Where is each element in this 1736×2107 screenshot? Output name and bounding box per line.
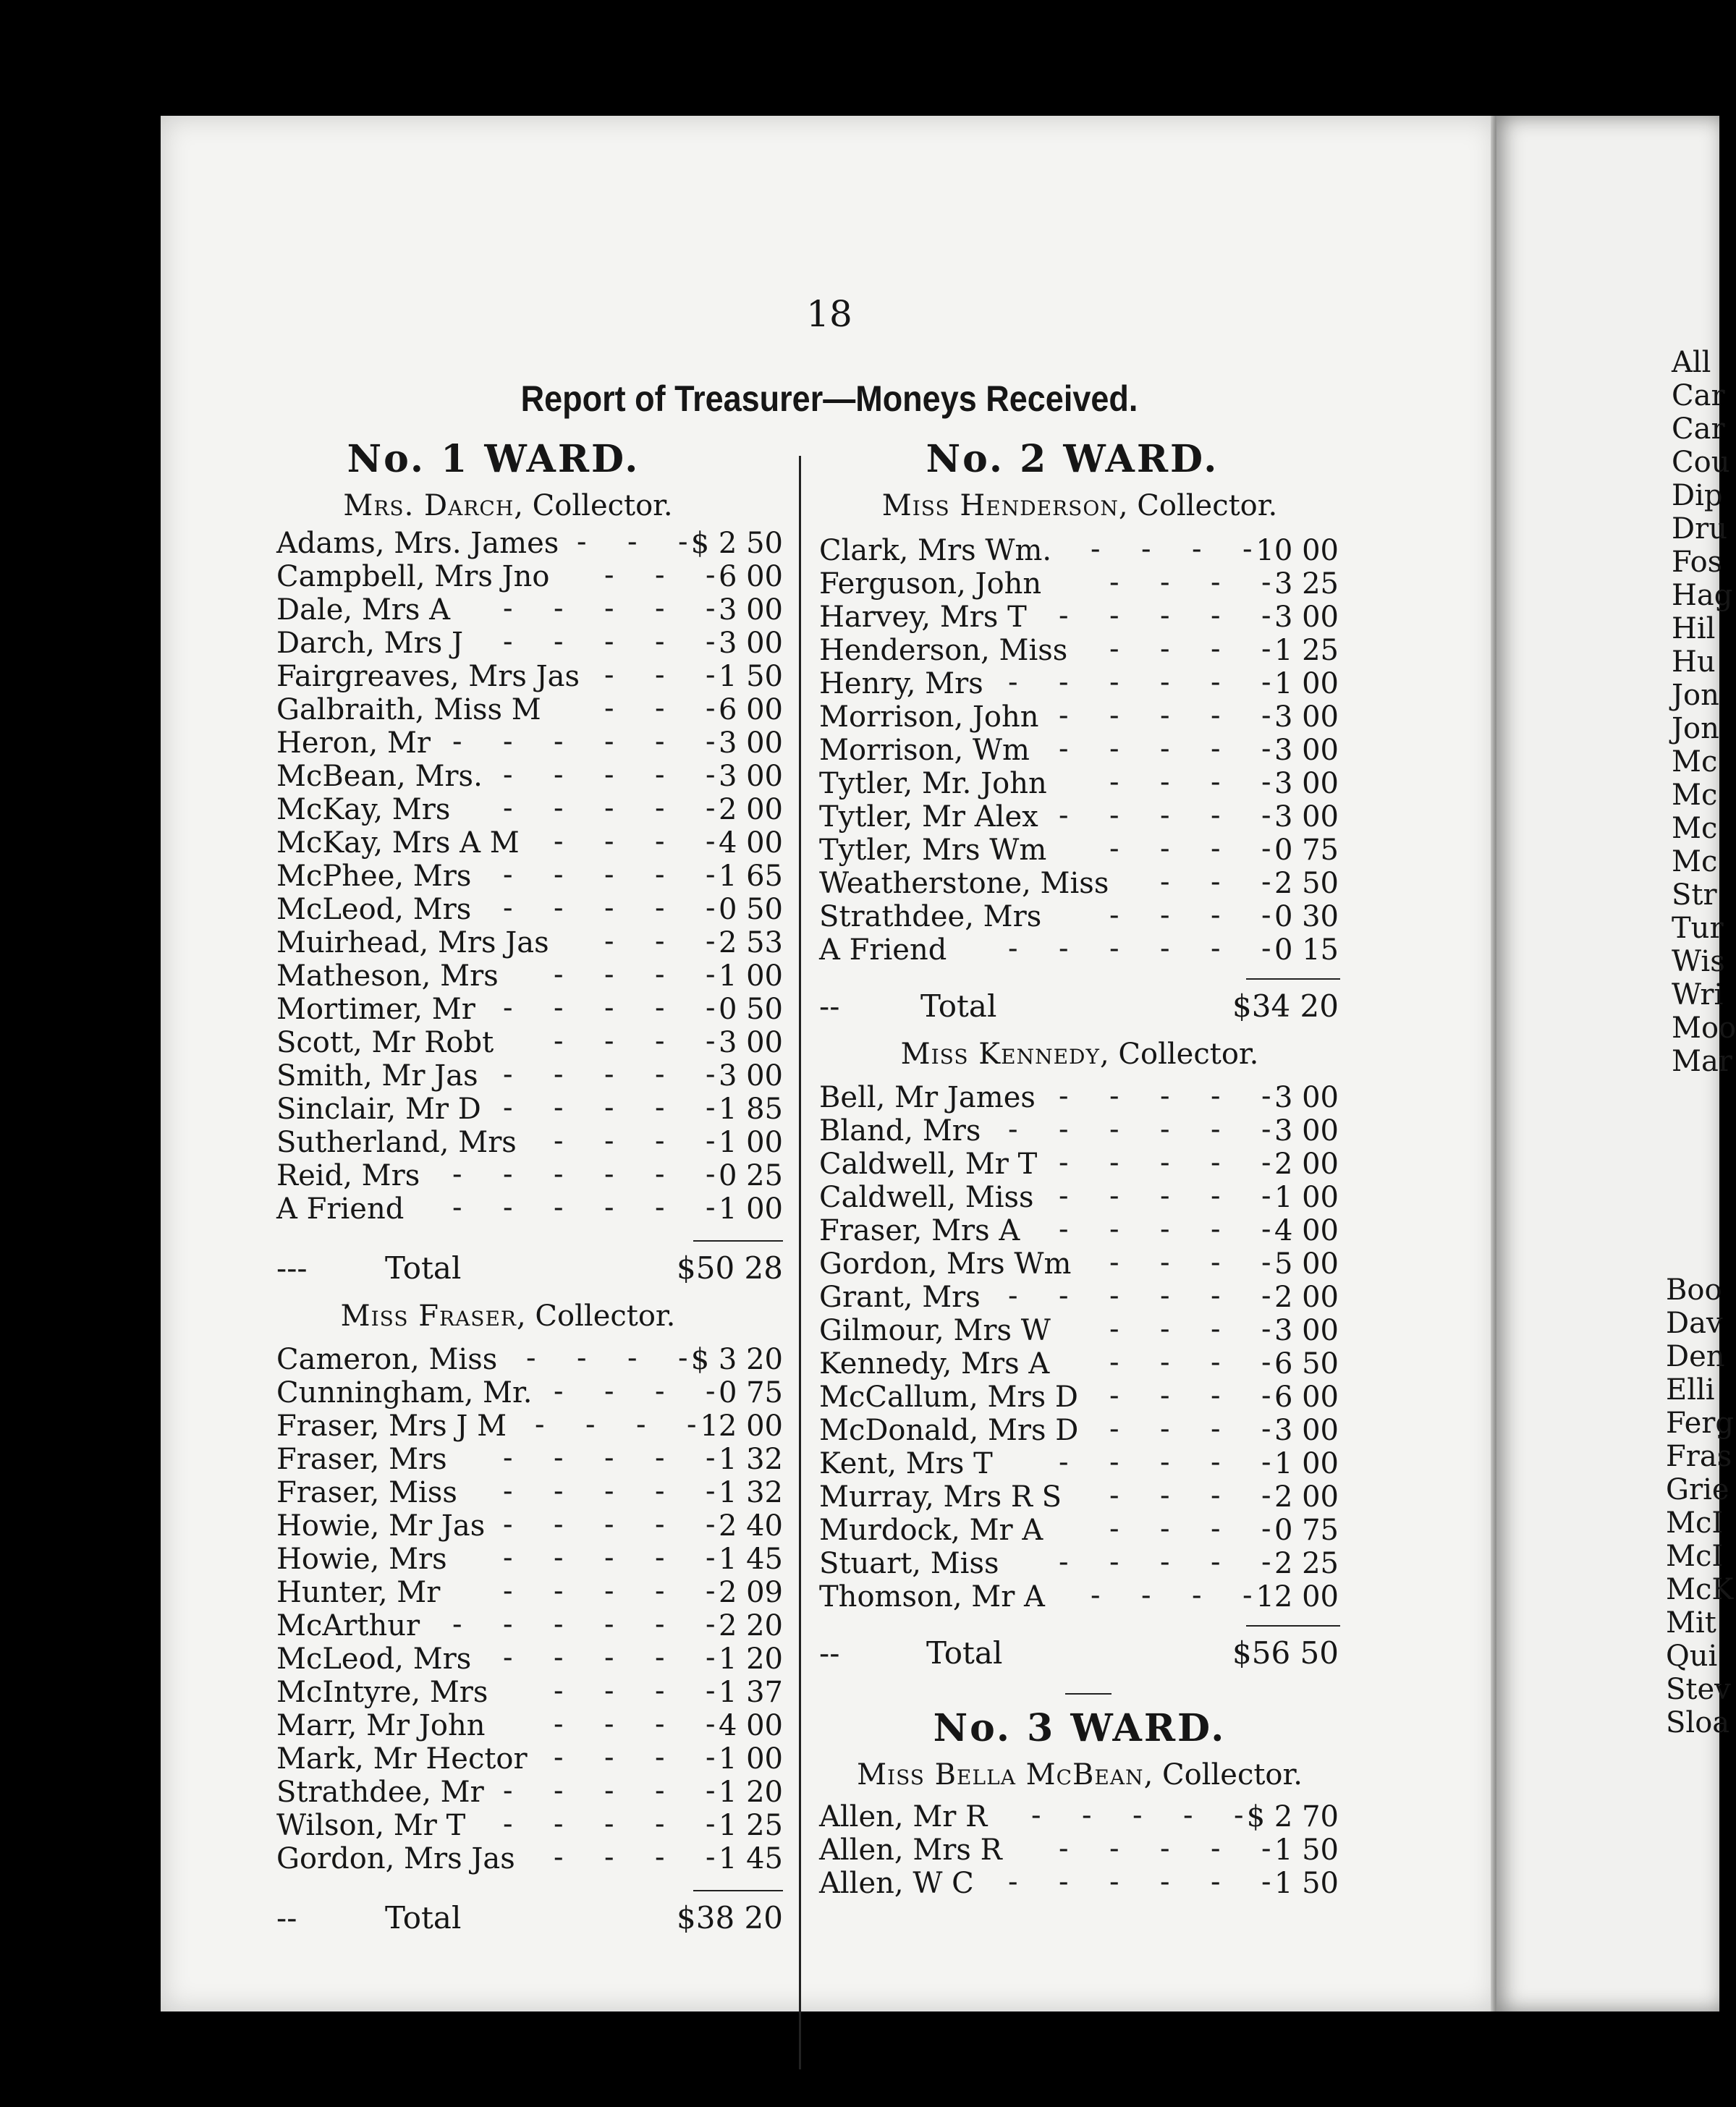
collector-name: Miss Fraser: [340, 1300, 517, 1333]
entry-row: Allen, W C - - - - - - 1 50: [819, 1865, 1339, 1900]
entry-row: McPhee, Mrs - - - - - 1 65: [276, 858, 783, 893]
entry-row: Murdock, Mr A - - - - 0 75: [819, 1512, 1339, 1547]
total-label: Total: [385, 1250, 462, 1286]
entry-name: Sinclair, Mr D: [276, 1093, 481, 1126]
entry-row: A Friend - - - - - - 1 00: [276, 1191, 783, 1226]
entry-name: Bell, Mr James: [819, 1081, 1036, 1114]
entry-row: Sinclair, Mr D - - - - - 1 85: [276, 1091, 783, 1126]
entry-amount: 1 00: [1274, 667, 1339, 700]
collector-suffix: , Collector.: [1143, 1758, 1303, 1792]
entry-name: Stuart, Miss: [819, 1547, 999, 1580]
entry-amount: 1 85: [718, 1093, 783, 1126]
collector-suffix: , Collector.: [514, 489, 673, 522]
entry-amount: 2 00: [718, 793, 783, 826]
entry-row: Reid, Mrs - - - - - - 0 25: [276, 1158, 783, 1192]
entry-amount: 3 00: [718, 593, 783, 627]
total-amount: $34 20: [1232, 988, 1339, 1024]
entry-name: Fraser, Miss: [276, 1476, 457, 1509]
entry-amount: 0 75: [1274, 1514, 1339, 1547]
entry-name: Howie, Mrs: [276, 1543, 447, 1576]
entry-row: McLeod, Mrs - - - - - 0 50: [276, 891, 783, 926]
entry-name: Allen, W C: [819, 1867, 974, 1900]
ward1-collector-b: [276, 1295, 740, 1337]
entry-amount: 0 30: [1274, 900, 1339, 933]
ward2-heading: No. 2 WARD.: [926, 437, 1219, 481]
entry-row: Cameron, Miss - - - - $ 3 20: [276, 1341, 783, 1376]
entry-amount: 2 40: [718, 1509, 783, 1543]
facing-entry: Grie: [1666, 1473, 1729, 1506]
entry-row: McArthur - - - - - - 2 20: [276, 1608, 783, 1642]
facing-entry: Qui: [1666, 1640, 1718, 1673]
entry-amount: 1 45: [718, 1543, 783, 1576]
entry-amount: 3 00: [1274, 601, 1339, 634]
entry-name: Henderson, Miss: [819, 634, 1068, 667]
entry-amount: 2 00: [1274, 1281, 1339, 1314]
entry-row: Gilmour, Mrs W - - - - 3 00: [819, 1313, 1339, 1347]
entry-name: McPhee, Mrs: [276, 860, 472, 893]
entry-amount: 2 50: [1274, 867, 1339, 900]
facing-entry: Hag: [1672, 579, 1733, 612]
entry-amount: 3 00: [1274, 734, 1339, 767]
entry-amount: 1 25: [718, 1809, 783, 1842]
facing-entry: Mar: [1672, 1045, 1732, 1078]
facing-entry: Jon: [1672, 712, 1719, 745]
entry-row: Fraser, Mrs J M - - - - 12 00: [276, 1408, 783, 1443]
entry-row: Wilson, Mr T - - - - - 1 25: [276, 1807, 783, 1842]
document-page: [161, 116, 1498, 2011]
entry-row: Scott, Mr Robt - - - - 3 00: [276, 1025, 783, 1059]
collector-suffix: , Collector.: [517, 1300, 676, 1333]
facing-entry: Car: [1672, 412, 1725, 446]
page-title: Report of Treasurer—Moneys Received.: [520, 378, 1138, 419]
entry-row: McDonald, Mrs D - - - - 3 00: [819, 1412, 1339, 1447]
entry-amount: 6 00: [1274, 1381, 1339, 1414]
entry-name: Cunningham, Mr.: [276, 1376, 533, 1409]
facing-entry: McI: [1666, 1506, 1724, 1540]
entry-name: Morrison, Wm: [819, 734, 1030, 767]
facing-entry: Sloa: [1666, 1706, 1730, 1739]
facing-entry: All: [1672, 346, 1711, 379]
entry-amount: 4 00: [1274, 1214, 1339, 1247]
entry-name: Mortimer, Mr: [276, 993, 475, 1026]
entry-amount: 1 00: [1274, 1181, 1339, 1214]
entry-row: Caldwell, Mr T - - - - - 2 00: [819, 1146, 1339, 1181]
entry-row: Henry, Mrs - - - - - - 1 00: [819, 666, 1339, 700]
entry-row: Allen, Mrs R - - - - - 1 50: [819, 1832, 1339, 1867]
entry-amount: 0 75: [1274, 834, 1339, 867]
entry-row: McBean, Mrs. - - - - - 3 00: [276, 758, 783, 793]
entry-amount: 1 32: [718, 1443, 783, 1476]
ward2-collector-a: [819, 485, 1340, 527]
entry-name: Gordon, Mrs Wm: [819, 1247, 1072, 1281]
entry-name: Muirhead, Mrs Jas: [276, 926, 549, 959]
entry-row: McKay, Mrs - - - - - 2 00: [276, 792, 783, 826]
entry-row: Murray, Mrs R S - - - - 2 00: [819, 1479, 1339, 1514]
entry-row: Harvey, Mrs T - - - - - 3 00: [819, 599, 1339, 634]
ward2-b-entries: [819, 1081, 1339, 1614]
facing-entry: Mc: [1672, 745, 1718, 779]
entry-row: Cunningham, Mr. - - - - 0 75: [276, 1375, 783, 1409]
entry-name: Allen, Mr R: [819, 1800, 988, 1833]
entry-name: A Friend: [819, 933, 947, 967]
ward2-b-total: [819, 1627, 1339, 1680]
entry-row: Fairgreaves, Mrs Jas - - - 1 50: [276, 658, 783, 693]
entry-row: Gordon, Mrs Wm - - - - 5 00: [819, 1246, 1339, 1281]
entry-amount: 3 00: [718, 1059, 783, 1093]
entry-row: Morrison, John - - - - - 3 00: [819, 699, 1339, 734]
facing-entry: McK: [1666, 1573, 1734, 1606]
entry-amount: 3 00: [718, 760, 783, 793]
entry-amount: 4 00: [718, 826, 783, 860]
entry-amount: 2 25: [1274, 1547, 1339, 1580]
ward1-a-total: [276, 1242, 783, 1295]
entry-name: Grant, Mrs: [819, 1281, 981, 1314]
entry-row: Allen, Mr R - - - - - $ 2 70: [819, 1799, 1339, 1833]
facing-entry: Dip: [1672, 479, 1723, 512]
entry-amount: 1 20: [718, 1776, 783, 1809]
entry-amount: 1 50: [1274, 1833, 1339, 1867]
entry-row: Clark, Mrs Wm. - - - - 10 00: [819, 533, 1339, 567]
entry-amount: 5 00: [1274, 1247, 1339, 1281]
entry-row: Gordon, Mrs Jas - - - - 1 45: [276, 1841, 783, 1875]
entry-amount: 3 00: [1274, 1314, 1339, 1347]
ward1-b-total: [276, 1891, 783, 1945]
entry-row: A Friend - - - - - - 0 15: [819, 932, 1339, 967]
entry-row: Galbraith, Miss M - - - 6 00: [276, 692, 783, 726]
entry-amount: $ 2 70: [1246, 1800, 1339, 1833]
entry-amount: 1 45: [718, 1842, 783, 1875]
facing-entry: Ferg: [1666, 1407, 1734, 1440]
facing-entry: McI: [1666, 1540, 1724, 1573]
entry-row: Marr, Mr John - - - - 4 00: [276, 1708, 783, 1742]
collector-name: Miss Kennedy: [900, 1038, 1100, 1071]
entry-amount: 0 25: [718, 1159, 783, 1192]
entry-row: McKay, Mrs A M - - - - 4 00: [276, 825, 783, 860]
entry-name: McLeod, Mrs: [276, 893, 472, 926]
ward1-b-entries: [276, 1343, 783, 1875]
entry-amount: $ 3 20: [690, 1343, 783, 1376]
entry-row: Morrison, Wm - - - - - 3 00: [819, 732, 1339, 767]
entry-amount: 6 50: [1274, 1347, 1339, 1381]
entry-name: Henry, Mrs: [819, 667, 983, 700]
entry-amount: 6 00: [718, 560, 783, 593]
entry-name: Matheson, Mrs: [276, 959, 499, 993]
entry-row: Sutherland, Mrs - - - - 1 00: [276, 1124, 783, 1159]
facing-entry: Mc: [1672, 779, 1718, 812]
entry-name: McKay, Mrs: [276, 793, 451, 826]
entry-name: Gordon, Mrs Jas: [276, 1842, 515, 1875]
entry-name: Heron, Mr: [276, 726, 431, 760]
total-dashes: --: [276, 1900, 297, 1936]
entry-name: McCallum, Mrs D: [819, 1381, 1078, 1414]
entry-row: Henderson, Miss - - - - 1 25: [819, 632, 1339, 667]
entry-amount: $ 2 50: [690, 527, 783, 560]
facing-entry: Fos: [1672, 546, 1723, 579]
facing-entry: Str: [1672, 878, 1717, 912]
facing-entry: Tur: [1672, 912, 1724, 945]
entry-amount: 1 00: [718, 1126, 783, 1159]
entry-name: A Friend: [276, 1192, 405, 1226]
entry-row: Strathdee, Mr - - - - - 1 20: [276, 1774, 783, 1809]
facing-entry: Hil: [1672, 612, 1716, 645]
total-dashes: --: [819, 1635, 840, 1671]
entry-name: McBean, Mrs.: [276, 760, 483, 793]
ward2-column: [819, 434, 1499, 1900]
entry-name: Strathdee, Mr: [276, 1776, 484, 1809]
entry-name: Fraser, Mrs: [276, 1443, 447, 1476]
entry-name: Mark, Mr Hector: [276, 1742, 528, 1776]
entry-amount: 4 00: [718, 1709, 783, 1742]
collector-name: Miss Bella McBean: [857, 1758, 1144, 1792]
entry-name: McIntyre, Mrs: [276, 1676, 488, 1709]
entry-row: Tytler, Mrs Wm - - - - 0 75: [819, 832, 1339, 867]
entry-amount: 1 00: [1274, 1447, 1339, 1480]
facing-entry: Wri: [1672, 978, 1724, 1012]
entry-name: Ferguson, John: [819, 567, 1042, 601]
entry-name: Thomson, Mr A: [819, 1580, 1045, 1614]
entry-name: Cameron, Miss: [276, 1343, 498, 1376]
entry-name: Bland, Mrs: [819, 1114, 981, 1148]
entry-amount: 1 25: [1274, 634, 1339, 667]
facing-entry: Wis: [1672, 945, 1725, 978]
entry-name: Campbell, Mrs Jno: [276, 560, 550, 593]
entry-name: Kent, Mrs T: [819, 1447, 993, 1480]
entry-name: Murray, Mrs R S: [819, 1480, 1062, 1514]
entry-name: Gilmour, Mrs W: [819, 1314, 1051, 1347]
ward1-heading: No. 1 WARD.: [347, 437, 640, 481]
entry-name: Fraser, Mrs J M: [276, 1409, 507, 1443]
facing-entry: Car: [1672, 379, 1725, 412]
total-dashes: ---: [276, 1250, 308, 1286]
entry-name: McLeod, Mrs: [276, 1642, 472, 1676]
facing-entry: Moo: [1672, 1012, 1736, 1045]
ward3-collector-a: [819, 1754, 1340, 1796]
ward1-collector-a: [276, 485, 740, 527]
entry-name: Smith, Mr Jas: [276, 1059, 478, 1093]
facing-entry: Den: [1666, 1340, 1725, 1373]
entry-name: McKay, Mrs A M: [276, 826, 520, 860]
entry-name: Wilson, Mr T: [276, 1809, 466, 1842]
entry-row: Mark, Mr Hector - - - - 1 00: [276, 1741, 783, 1776]
entry-row: Grant, Mrs - - - - - - 2 00: [819, 1279, 1339, 1314]
entry-amount: 2 53: [718, 926, 783, 959]
entry-row: Strathdee, Mrs - - - - 0 30: [819, 899, 1339, 933]
entry-amount: 3 00: [1274, 767, 1339, 800]
total-amount: $38 20: [677, 1900, 783, 1936]
entry-name: Allen, Mrs R: [819, 1833, 1002, 1867]
entry-amount: 0 75: [718, 1376, 783, 1409]
entry-amount: 3 00: [1274, 1114, 1339, 1148]
entry-amount: 1 50: [718, 660, 783, 693]
entry-amount: 3 00: [718, 726, 783, 760]
entry-name: Sutherland, Mrs: [276, 1126, 517, 1159]
section-rule: [1065, 1693, 1112, 1695]
entry-row: Ferguson, John - - - - 3 25: [819, 566, 1339, 601]
entry-name: Adams, Mrs. James: [276, 527, 559, 560]
entry-row: Muirhead, Mrs Jas - - - 2 53: [276, 925, 783, 959]
entry-name: Strathdee, Mrs: [819, 900, 1042, 933]
entry-amount: 1 00: [718, 1192, 783, 1226]
entry-name: Caldwell, Mr T: [819, 1148, 1038, 1181]
entry-amount: 1 00: [718, 1742, 783, 1776]
entry-name: Morrison, John: [819, 700, 1039, 734]
entry-amount: 3 00: [1274, 1081, 1339, 1114]
entry-amount: 2 00: [1274, 1480, 1339, 1514]
entry-row: Thomson, Mr A - - - - 12 00: [819, 1579, 1339, 1614]
facing-entry: Cou: [1672, 446, 1730, 479]
entry-amount: 12 00: [700, 1409, 783, 1443]
entry-name: Reid, Mrs: [276, 1159, 420, 1192]
facing-entry: Dav: [1666, 1307, 1723, 1340]
ward3-heading: No. 3 WARD.: [933, 1706, 1227, 1750]
entry-name: Galbraith, Miss M: [276, 693, 541, 726]
entry-name: Howie, Mr Jas: [276, 1509, 486, 1543]
entry-row: Adams, Mrs. James - - - $ 2 50: [276, 525, 783, 560]
facing-entry: Mc: [1672, 845, 1718, 878]
entry-amount: 1 50: [1274, 1867, 1339, 1900]
total-amount: $56 50: [1232, 1635, 1339, 1671]
total-label: Total: [385, 1900, 462, 1936]
total-dashes: --: [819, 988, 840, 1024]
entry-name: Caldwell, Miss: [819, 1181, 1034, 1214]
entry-row: Kennedy, Mrs A - - - - 6 50: [819, 1346, 1339, 1381]
facing-entry: Mit: [1666, 1606, 1716, 1640]
entry-row: McIntyre, Mrs - - - - 1 37: [276, 1674, 783, 1709]
facing-entry: Fras: [1666, 1440, 1732, 1473]
entry-row: Matheson, Mrs - - - - 1 00: [276, 958, 783, 993]
entry-row: Tytler, Mr Alex - - - - - 3 00: [819, 799, 1339, 834]
facing-entry: Jon: [1672, 679, 1719, 712]
total-label: Total: [926, 1635, 1003, 1671]
entry-amount: 1 20: [718, 1642, 783, 1676]
facing-entry: Elli: [1666, 1373, 1715, 1407]
entry-amount: 3 00: [1274, 700, 1339, 734]
entry-row: Bland, Mrs - - - - - - 3 00: [819, 1113, 1339, 1148]
entry-row: McLeod, Mrs - - - - - 1 20: [276, 1641, 783, 1676]
total-amount: $50 28: [677, 1250, 783, 1286]
facing-entry: Dru: [1672, 512, 1727, 546]
entry-amount: 3 25: [1274, 567, 1339, 601]
entry-row: Stuart, Miss - - - - - 2 25: [819, 1546, 1339, 1580]
collector-suffix: , Collector.: [1118, 489, 1278, 522]
entry-row: Darch, Mrs J - - - - - 3 00: [276, 625, 783, 660]
entry-row: Kent, Mrs T - - - - - 1 00: [819, 1446, 1339, 1480]
entry-name: Darch, Mrs J: [276, 627, 463, 660]
facing-entry: Mc: [1672, 812, 1718, 845]
entry-row: Smith, Mr Jas - - - - - 3 00: [276, 1058, 783, 1093]
collector-name: Miss Henderson: [881, 489, 1119, 522]
ward2-collector-b: [819, 1033, 1340, 1075]
facing-entry: Boo: [1666, 1273, 1722, 1307]
facing-page-upper-list: [1672, 346, 1736, 1078]
ward1-a-entries: [276, 527, 783, 1226]
entry-name: Harvey, Mrs T: [819, 601, 1027, 634]
entry-name: McDonald, Mrs D: [819, 1414, 1079, 1447]
ward2-a-total: [819, 980, 1339, 1033]
entry-row: Hunter, Mr - - - - - 2 09: [276, 1574, 783, 1609]
collector-name: Mrs. Darch: [343, 489, 515, 522]
entry-amount: 12 00: [1256, 1580, 1339, 1614]
entry-row: Caldwell, Miss - - - - - 1 00: [819, 1179, 1339, 1214]
entry-row: Heron, Mr - - - - - - 3 00: [276, 725, 783, 760]
entry-amount: 3 00: [1274, 800, 1339, 834]
entry-amount: 3 00: [1274, 1414, 1339, 1447]
entry-name: Clark, Mrs Wm.: [819, 534, 1052, 567]
entry-amount: 0 15: [1274, 933, 1339, 967]
entry-name: Kennedy, Mrs A: [819, 1347, 1050, 1381]
entry-amount: 1 32: [718, 1476, 783, 1509]
entry-name: Tytler, Mr. John: [819, 767, 1047, 800]
entry-row: Fraser, Mrs - - - - - 1 32: [276, 1441, 783, 1476]
entry-amount: 2 20: [718, 1609, 783, 1642]
facing-page-lower-list: [1666, 1273, 1734, 1739]
page-number: 18: [806, 293, 852, 335]
collector-suffix: , Collector.: [1099, 1038, 1259, 1071]
entry-name: Hunter, Mr: [276, 1576, 441, 1609]
entry-name: McArthur: [276, 1609, 420, 1642]
entry-amount: 2 00: [1274, 1148, 1339, 1181]
entry-row: Bell, Mr James - - - - - 3 00: [819, 1080, 1339, 1114]
ward2-a-entries: [819, 534, 1339, 967]
entry-row: McCallum, Mrs D - - - - 6 00: [819, 1379, 1339, 1414]
entry-row: Tytler, Mr. John - - - - 3 00: [819, 766, 1339, 800]
entry-name: Dale, Mrs A: [276, 593, 451, 627]
entry-amount: 3 00: [718, 1026, 783, 1059]
entry-row: Campbell, Mrs Jno - - - 6 00: [276, 559, 783, 593]
entry-row: Howie, Mrs - - - - - 1 45: [276, 1541, 783, 1576]
entry-row: Weatherstone, Miss - - - 2 50: [819, 865, 1339, 900]
facing-entry: Hu: [1672, 645, 1716, 679]
entry-amount: 2 09: [718, 1576, 783, 1609]
entry-name: Weatherstone, Miss: [819, 867, 1109, 900]
entry-row: Mortimer, Mr - - - - - 0 50: [276, 991, 783, 1026]
entry-amount: 10 00: [1256, 534, 1339, 567]
entry-amount: 6 00: [718, 693, 783, 726]
entry-name: Fairgreaves, Mrs Jas: [276, 660, 580, 693]
entry-amount: 1 00: [718, 959, 783, 993]
facing-entry: Stev: [1666, 1673, 1731, 1706]
entry-name: Tytler, Mr Alex: [819, 800, 1038, 834]
entry-amount: 0 50: [718, 893, 783, 926]
entry-row: Howie, Mr Jas - - - - - 2 40: [276, 1508, 783, 1543]
entry-name: Marr, Mr John: [276, 1709, 486, 1742]
entry-amount: 0 50: [718, 993, 783, 1026]
entry-row: Dale, Mrs A - - - - - 3 00: [276, 592, 783, 627]
entry-row: Fraser, Mrs A - - - - - 4 00: [819, 1213, 1339, 1247]
entry-amount: 3 00: [718, 627, 783, 660]
entry-name: Fraser, Mrs A: [819, 1214, 1020, 1247]
ward3-a-entries: [819, 1800, 1339, 1900]
entry-name: Scott, Mr Robt: [276, 1026, 494, 1059]
total-label: Total: [920, 988, 997, 1024]
entry-name: Murdock, Mr A: [819, 1514, 1043, 1547]
entry-name: Tytler, Mrs Wm: [819, 834, 1047, 867]
entry-amount: 1 37: [718, 1676, 783, 1709]
entry-row: Fraser, Miss - - - - - 1 32: [276, 1475, 783, 1509]
entry-amount: 1 65: [718, 860, 783, 893]
